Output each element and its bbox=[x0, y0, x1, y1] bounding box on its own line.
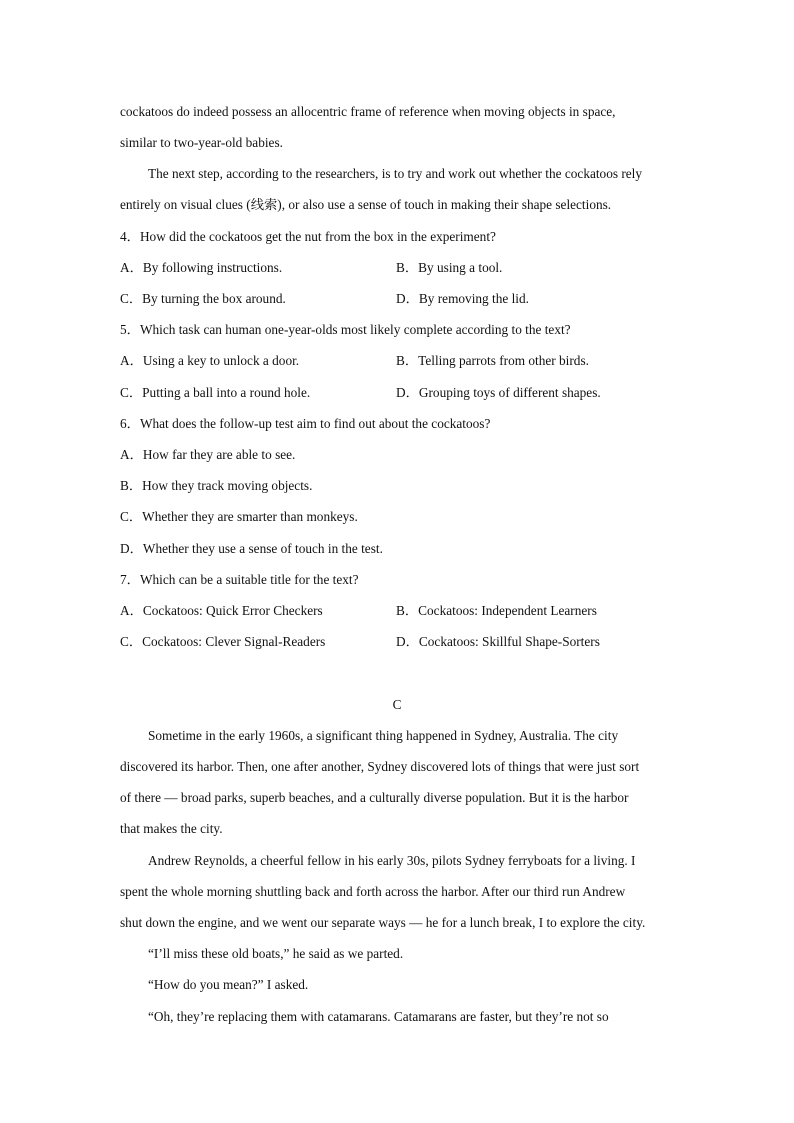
paragraph-line: discovered its harbor. Then, one after another, Sydney discovered lots of things that were just sort bbox=[120, 759, 640, 774]
answer-option: A．Using a key to unlock a door. bbox=[120, 353, 300, 368]
question-stem: 6．What does the follow-up test aim to find out about the cockatoos? bbox=[120, 416, 491, 431]
paragraph-line: Sometime in the early 1960s, a significant thing happened in Sydney, Australia. The city bbox=[148, 728, 619, 743]
paragraph-line: shut down the engine, and we went our separate ways — he for a lunch break, I to explore the city. bbox=[120, 915, 646, 930]
answer-option: B．Telling parrots from other birds. bbox=[396, 353, 589, 368]
paragraph-line: entirely on visual clues (线索), or also use a sense of touch in making their shape selections. bbox=[120, 197, 612, 212]
answer-option: D．By removing the lid. bbox=[396, 291, 529, 306]
question-stem: 5．Which task can human one-year-olds most likely complete according to the text? bbox=[120, 322, 571, 337]
paragraph-line: cockatoos do indeed possess an allocentric frame of reference when moving objects in space, bbox=[120, 104, 616, 119]
question-stem: 4．How did the cockatoos get the nut from the box in the experiment? bbox=[120, 229, 496, 244]
answer-option: B．Cockatoos: Independent Learners bbox=[396, 603, 597, 618]
answer-option: D．Grouping toys of different shapes. bbox=[396, 385, 601, 400]
dialogue-line: “Oh, they’re replacing them with catamarans. Catamarans are faster, but they’re not so bbox=[148, 1009, 609, 1024]
answer-option: C．Cockatoos: Clever Signal-Readers bbox=[120, 634, 326, 649]
question-stem: 7．Which can be a suitable title for the text? bbox=[120, 572, 359, 587]
dialogue-line: “I’ll miss these old boats,” he said as we parted. bbox=[148, 946, 404, 961]
answer-option: C．By turning the box around. bbox=[120, 291, 286, 306]
answer-option: A．Cockatoos: Quick Error Checkers bbox=[120, 603, 323, 618]
answer-option: C．Putting a ball into a round hole. bbox=[120, 385, 311, 400]
answer-option: A．By following instructions. bbox=[120, 260, 283, 275]
answer-option: D．Whether they use a sense of touch in the test. bbox=[120, 541, 383, 556]
answer-option: B．By using a tool. bbox=[396, 260, 503, 275]
paragraph-line: Andrew Reynolds, a cheerful fellow in his early 30s, pilots Sydney ferryboats for a living. I bbox=[148, 853, 636, 868]
answer-option: D．Cockatoos: Skillful Shape-Sorters bbox=[396, 634, 600, 649]
paragraph-line: that makes the city. bbox=[120, 821, 223, 836]
section-heading: C bbox=[392, 697, 402, 712]
paragraph-line: The next step, according to the researchers, is to try and work out whether the cockatoos rely bbox=[148, 166, 643, 181]
answer-option: B．How they track moving objects. bbox=[120, 478, 313, 493]
paragraph-line: spent the whole morning shuttling back and forth across the harbor. After our third run Andrew bbox=[120, 884, 626, 899]
dialogue-line: “How do you mean?” I asked. bbox=[148, 977, 309, 992]
answer-option: C．Whether they are smarter than monkeys. bbox=[120, 509, 358, 524]
paragraph-line: of there — broad parks, superb beaches, and a culturally diverse population. But it is the harbor bbox=[120, 790, 629, 805]
paragraph-line: similar to two-year-old babies. bbox=[120, 135, 283, 150]
answer-option: A．How far they are able to see. bbox=[120, 447, 296, 462]
